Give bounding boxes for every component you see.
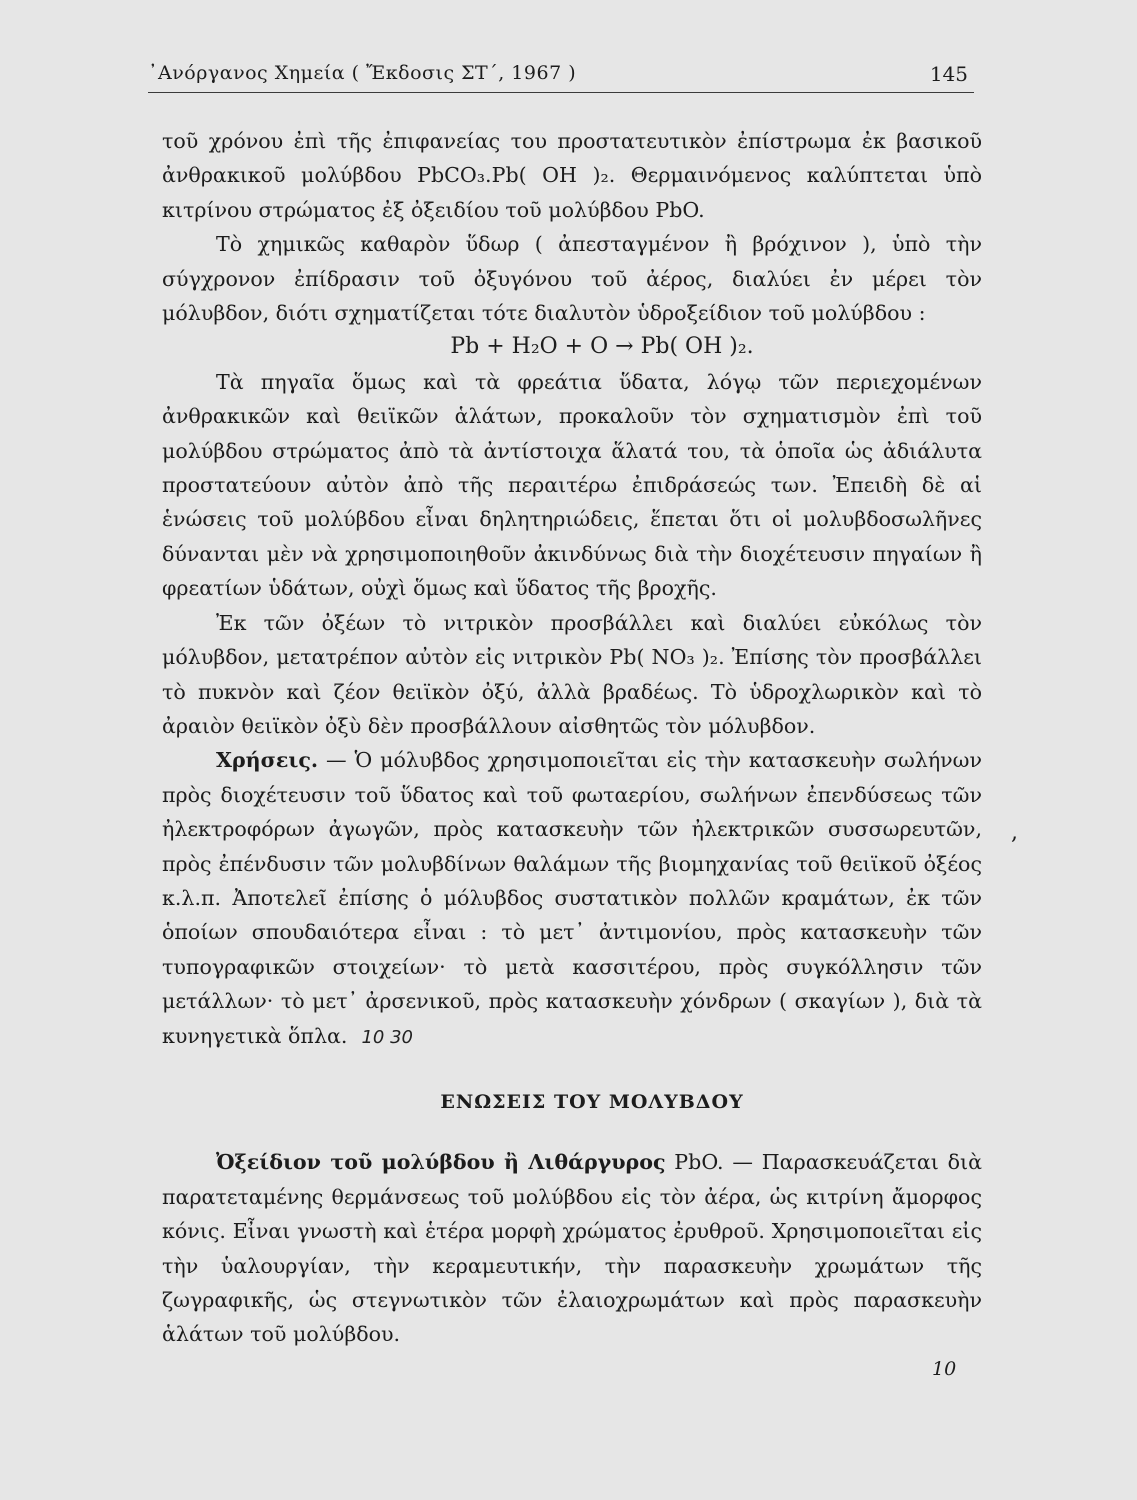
handwritten-note: 10 30 xyxy=(361,1026,413,1048)
paragraph: τοῦ χρόνου ἐπὶ τῆς ἐπιφανείας του προστατευτικὸν ἐπίστρωμα ἐκ βασικοῦ ἀνθρακικοῦ μολύβδου PbCO₃.Pb( OH )₂. Θερμαινόμενος καλύπτεται ὑπὸ κιτρίνου στρώματος ἐξ ὀξειδίου τοῦ μολύβδου PbO. xyxy=(162,129,982,222)
uses-label: Χρήσεις. xyxy=(216,748,319,773)
section-heading: ΕΝΩΣΕΙΣ ΤΟΥ ΜΟΛΥΒΔΟΥ xyxy=(440,1090,744,1113)
header-title: ᾿Ανόργανος Χημεία ( Ἔκδοσις ΣΤ΄, 1967 ) xyxy=(148,62,577,84)
paragraph: Ἐκ τῶν ὀξέων τὸ νιτρικὸν προσβάλλει καὶ διαλύει εὐκόλως τὸν μόλυβδον, μετατρέπον αὐτὸν εἰς νιτρικὸν Pb( NO₃ )₂. Ἐπίσης τὸν προσβάλλει τὸ πυκνὸν καὶ ζέον θειϊκὸν ὀξύ, ἀλλὰ βραδέως. Τὸ ὑδροχλωρικὸν καὶ τὸ ἀραιὸν θειϊκὸν ὀξὺ δὲν προσβάλλουν αἰσθητῶς τὸν μόλυβδον. xyxy=(162,610,982,738)
paragraph-uses xyxy=(162,743,982,1055)
page-body xyxy=(162,124,982,1352)
margin-mark: , xyxy=(1011,820,1018,845)
signature-mark: 10 xyxy=(932,1358,957,1380)
uses-text: — Ὁ μόλυβδος χρησιμοποιεῖται εἰς τὴν κατασκευὴν σωλήνων πρὸς διοχέτευσιν τοῦ ὕδατος καὶ τοῦ φωταερίου, σωλήνων ἐπενδύσεως τῶν ἠλεκτροφόρων ἀγωγῶν, πρὸς κατασκευὴν τῶν ἠλεκτρικῶν συσσωρευτῶν, πρὸς ἐπένδυσιν τῶν μολυβδίνων θαλάμων τῆς βιομηχανίας τοῦ θειϊκοῦ ὀξέος κ.λ.π. Ἀποτελεῖ ἐπίσης ὁ μόλυβδος συστατικὸν πολλῶν κραμάτων, ἐκ τῶν ὁποίων σπουδαιότερα εἶναι : τὸ μετ᾽ ἀντιμονίου, πρὸς κατασκευὴν τῶν τυπογραφικῶν στοιχείων· τὸ μετὰ κασσιτέρου, πρὸς συγκόλλησιν τῶν μετάλλων· τὸ μετ᾽ ἀρσενικοῦ, πρὸς κατασκευὴν χόνδρων ( σκαγίων ), διὰ τὰ κυνηγετικὰ ὅπλα. xyxy=(162,748,982,1048)
litharge-text: PbO. — Παρασκευάζεται διὰ παρατεταμένης θερμάνσεως τοῦ μολύβδου εἰς τὸν ἀέρα, ὡς κιτρίνη ἄμορφος κόνις. Εἶναι γνωστὴ καὶ ἑτέρα μορφὴ χρώματος ἐρυθροῦ. Χρησιμοποιεῖται εἰς τὴν ὑαλουργίαν, τὴν κεραμευτικήν, τὴν παρασκευὴν χρωμάτων τῆς ζωγραφικῆς, ὡς στεγνωτικὸν τῶν ἐλαιοχρωμάτων καὶ πρὸς παρασκευὴν ἁλάτων τοῦ μολύβδου. xyxy=(162,1150,982,1347)
paragraph: Τὰ πηγαῖα ὅμως καὶ τὰ φρεάτια ὕδατα, λόγῳ τῶν περιεχομένων ἀνθρακικῶν καὶ θειϊκῶν ἁλάτων, προκαλοῦν τὸν σχηματισμὸν ἐπὶ τοῦ μολύβδου στρώματος ἀπὸ τὰ ἀντίστοιχα ἅλατά του, τὰ ὁποῖα ὡς ἀδιάλυτα προστατεύουν αὐτὸν ἀπὸ τῆς περαιτέρω ἐπιδράσεώς των. Ἐπειδὴ δὲ αἱ ἑνώσεις τοῦ μολύβδου εἶναι δηλητηριώδεις, ἕπεται ὅτι οἱ μολυβδοσωλῆνες δύνανται μὲν νὰ χρησιμοποιηθοῦν ἀκινδύνως διὰ τὴν διοχέτευσιν πηγαίων ἢ φρεατίων ὑδάτων, οὐχὶ ὅμως καὶ ὕδατος τῆς βροχῆς. xyxy=(162,369,982,601)
chemical-equation: Pb + H₂O + O → Pb( OH )₂. xyxy=(450,334,754,360)
paragraph-litharge xyxy=(162,1145,982,1351)
paragraph: Τὸ χημικῶς καθαρὸν ὕδωρ ( ἀπεσταγμένον ἢ βρόχινον ), ὑπὸ τὴν σύγχρονον ἐπίδρασιν τοῦ ὀξυγόνου τοῦ ἀέρος, διαλύει ἐν μέρει τὸν μόλυβδον, διότι σχηματίζεται τότε διαλυτὸν ὑδροξείδιον τοῦ μολύβδου : xyxy=(162,232,982,326)
litharge-label: Ὀξείδιον τοῦ μολύβδου ἢ Λιθάργυρος xyxy=(216,1150,666,1175)
page-number: 145 xyxy=(929,62,968,86)
running-header xyxy=(148,58,974,93)
